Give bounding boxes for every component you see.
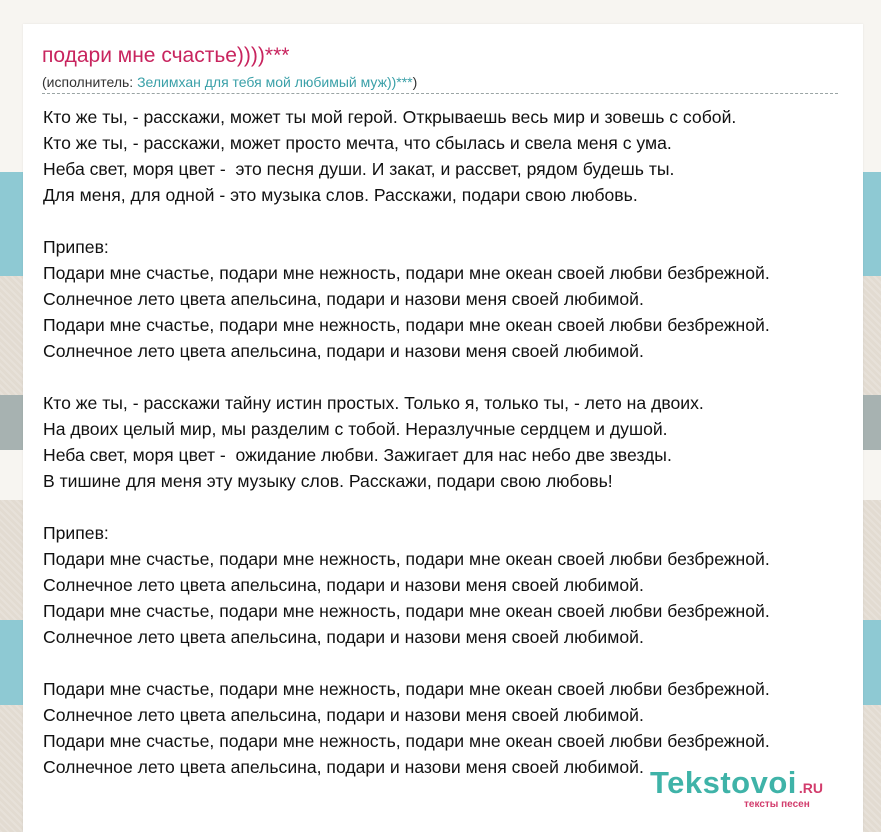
lyrics-line: Припев: (43, 523, 109, 543)
lyrics-line: Неба свет, моря цвет - ожидание любви. Зажигает для нас небо две звезды. (43, 445, 672, 465)
lyrics-line: Неба свет, моря цвет - это песня души. И закат, и рассвет, рядом будешь ты. (43, 159, 675, 179)
lyrics-line: Подари мне счастье, подари мне нежность, подари мне океан своей любви безбрежной. (43, 679, 770, 699)
lyrics-line: Солнечное лето цвета апельсина, подари и назови меня своей любимой. (43, 705, 644, 725)
lyrics-line: Солнечное лето цвета апельсина, подари и назови меня своей любимой. (43, 757, 644, 777)
site-logo (650, 765, 824, 810)
lyrics-line: Солнечное лето цвета апельсина, подари и назови меня своей любимой. (43, 289, 644, 309)
lyrics-line: Солнечное лето цвета апельсина, подари и назови меня своей любимой. (43, 341, 644, 361)
performer-prefix: (исполнитель: (42, 74, 138, 90)
lyrics-line: Кто же ты, - расскажи, может ты мой герой. Открываешь весь мир и зовешь с собой. (43, 107, 737, 127)
lyrics-line: На двоих целый мир, мы разделим с тобой. Неразлучные сердцем и душой. (43, 419, 668, 439)
lyrics-text (43, 104, 881, 780)
logo-tld: .RU (798, 780, 824, 796)
lyrics-line: Подари мне счастье, подари мне нежность, подари мне океан своей любви безбрежной. (43, 263, 770, 283)
lyrics-line: Кто же ты, - расскажи, может просто мечта, что сбылась и свела меня с ума. (43, 133, 672, 153)
lyrics-line: Подари мне счастье, подари мне нежность, подари мне океан своей любви безбрежной. (43, 315, 770, 335)
logo-tagline: тексты песен (744, 799, 810, 810)
performer-line (42, 74, 417, 91)
lyrics-line: В тишине для меня эту музыку слов. Расскажи, подари свою любовь! (43, 471, 613, 491)
performer-link[interactable]: Зелимхан для тебя мой любимый муж))*** (137, 74, 413, 90)
lyrics-blank-line (43, 364, 881, 390)
lyrics-line: Для меня, для одной - это музыка слов. Расскажи, подари свою любовь. (43, 185, 638, 205)
lyrics-blank-line (43, 494, 881, 520)
logo-name: Tekstovoi (650, 765, 797, 800)
lyrics-blank-line (43, 650, 881, 676)
performer-suffix: ) (412, 74, 418, 90)
song-title: подари мне счастье))))*** (42, 44, 290, 67)
lyrics-line: Кто же ты, - расскажи тайну истин простых. Только я, только ты, - лето на двоих. (43, 393, 704, 413)
lyrics-line: Солнечное лето цвета апельсина, подари и назови меня своей любимой. (43, 627, 644, 647)
title-divider (42, 93, 838, 94)
lyrics-line: Припев: (43, 237, 109, 257)
lyrics-blank-line (43, 208, 881, 234)
lyrics-line: Подари мне счастье, подари мне нежность, подари мне океан своей любви безбрежной. (43, 549, 770, 569)
lyrics-line: Солнечное лето цвета апельсина, подари и назови меня своей любимой. (43, 575, 644, 595)
lyrics-line: Подари мне счастье, подари мне нежность, подари мне океан своей любви безбрежной. (43, 601, 770, 621)
lyrics-line: Подари мне счастье, подари мне нежность, подари мне океан своей любви безбрежной. (43, 731, 770, 751)
